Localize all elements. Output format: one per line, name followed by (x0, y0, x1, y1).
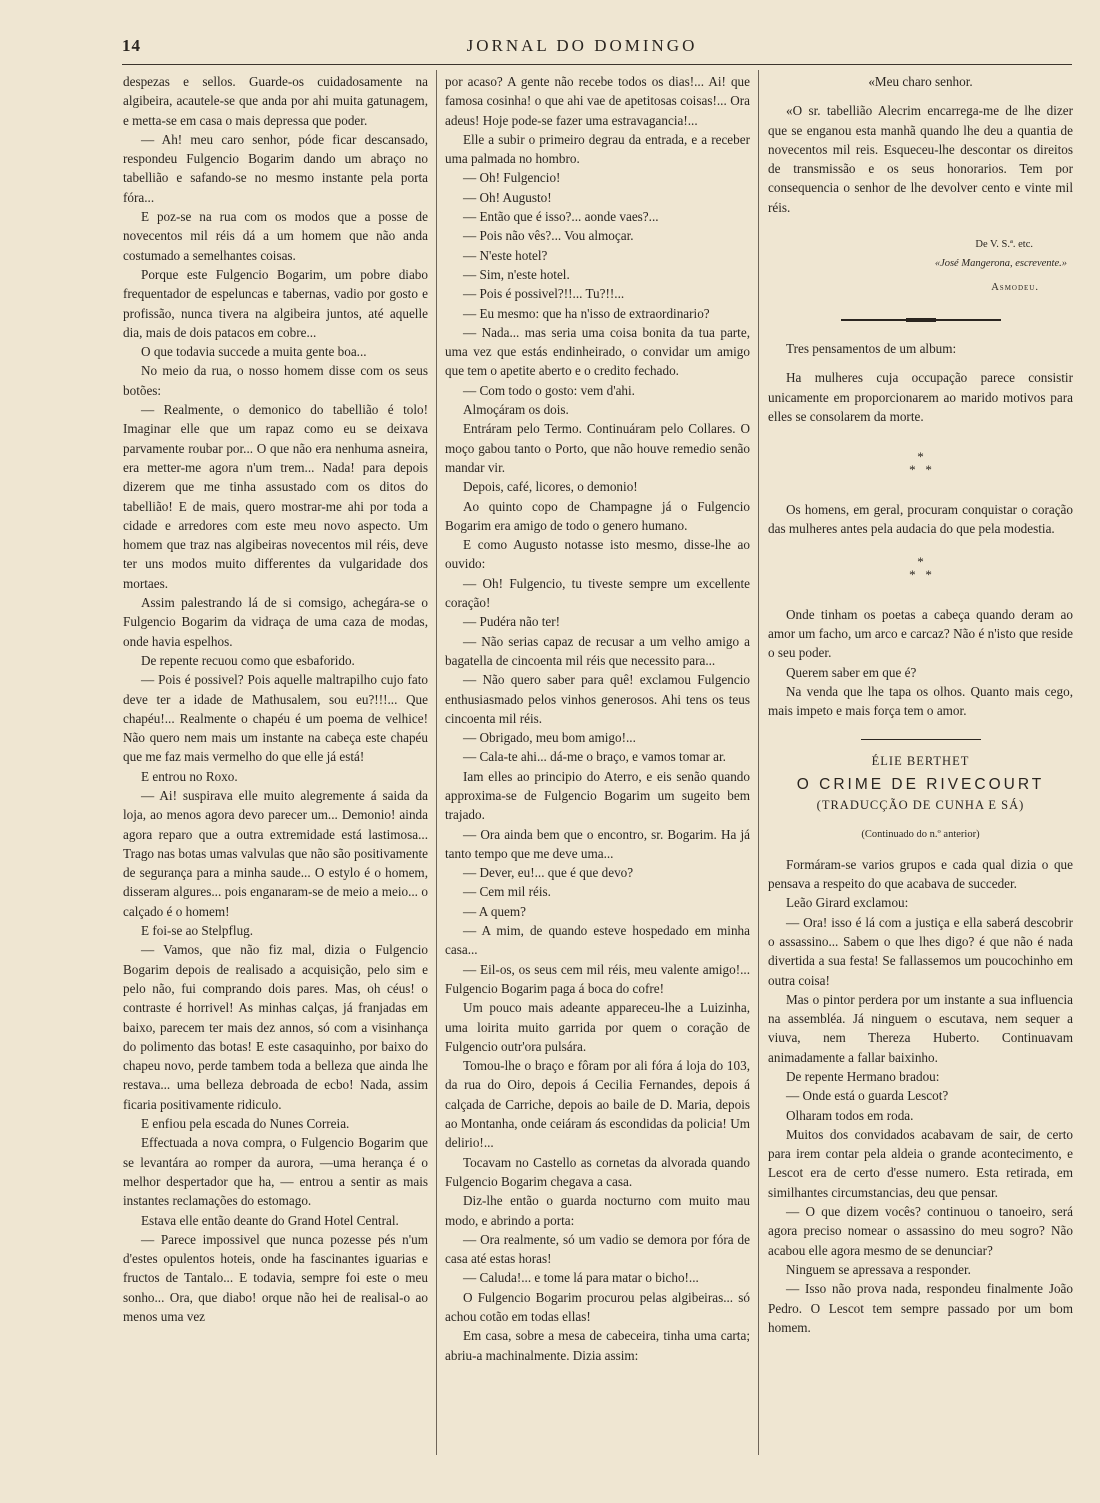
paragraph: Tocavam no Castello as cornetas da alvorada quando Fulgencio Bogarim chegava a casa. (445, 1154, 750, 1189)
section-ornament (841, 319, 1001, 321)
paragraph: — Cem mil réis. (463, 884, 551, 900)
section-rule (861, 739, 981, 740)
album-intro: Tres pensamentos de um album: (786, 340, 957, 356)
paragraph: — Parece impossivel que nunca pozesse pés n'um d'estes opulentos hoteis, onde ha fascinantes iguarias e fructos de Tantalo... E todavia, sempre foi este o meu sonho... Ora, que diabo! orque não hei de realisal-o ao menos uma vez (123, 1231, 428, 1324)
serial-author: ÉLIE BERTHET (871, 753, 970, 768)
serial-continued: (Continuado do n.º anterior) (861, 829, 980, 841)
paragraph: Em casa, sobre a mesa de cabeceira, tinha uma carta; abriu-a machinalmente. Dizia assim: (445, 1328, 750, 1363)
paragraph: Entráram pelo Termo. Continuáram pelo Collares. O moço gabou tanto o Porto, que não houve remedio senão mandar vir. (445, 421, 750, 475)
paragraph: Elle a subir o primeiro degrau da entrada, e a receber uma palmada no hombro. (445, 131, 750, 167)
paragraph: — Cala-te ahi... dá-me o braço, e vamos tomar ar. (463, 749, 726, 765)
paragraph: — Ora ainda bem que o encontro, sr. Bogarim. Ha já tanto tempo que me deve uma... (445, 826, 750, 861)
paragraph: Porque este Fulgencio Bogarim, um pobre diabo frequentador de espeluncas e tabernas, vadio por gosto e profissão, nunca tivera na algibeira juntos, até aquelle dia, mais de dois patacos em cobre... (123, 266, 428, 340)
paragraph: De repente Hermano bradou: (786, 1068, 940, 1084)
column-3 (768, 72, 1073, 1467)
paragraph: — Obrigado, meu bom amigo!... (463, 730, 636, 746)
page-number: 14 (122, 36, 141, 55)
letter-salutation: «Meu charo senhor. (868, 74, 973, 89)
asterism: * * * (909, 553, 932, 582)
paragraph: O Fulgencio Bogarim procurou pelas algibeiras... só achou cotão em todas ellas! (445, 1289, 750, 1324)
paragraph: — Pois é possivel?!!... Tu?!!... (463, 286, 625, 302)
paragraph: E enfiou pela escada do Nunes Correia. (141, 1116, 350, 1132)
paragraph: — Vamos, que não fiz mal, dizia o Fulgencio Bogarim depois de realisado a acquisição, pelo sim e pelo não, fui comprando dois pares. Mas, oh céus! o contraste é horrivel! As minhas calças, já franjadas em baixo, parecem ter mais dez annos, só com a visinhança do polimento das botas! E este casaquinho, por baixo do chapeu novo, perde tambem toda a belleza que ainda lhe restava... uma belleza debroada de ecbo! Nada, assim ficaria positivamente ridiculo. (123, 942, 428, 1112)
paragraph: — Eil-os, os seus cem mil réis, meu valente amigo!... Fulgencio Bogarim paga á boca do cofre! (445, 961, 750, 996)
paragraph: Assim palestrando lá de si comsigo, achegára-se o Fulgencio Bogarim da vidraça de uma caza de modas, onde havia espelhos. (123, 595, 428, 649)
paragraph: Diz-lhe então o guarda nocturno com muito mau modo, e abrindo a porta: (445, 1193, 750, 1228)
paragraph: — Pois não vês?... Vou almoçar. (463, 228, 634, 244)
paragraph: — Realmente, o demonico do tabellião é tolo! Imaginar elle que um rapaz como eu se deixava parvamente roubar por... O que não era nenhuma asneira, era metter-me agora n'um trem... Nada! para depois dizerem que me tinha assustado com os ditos do tabellião! E de mais, quero mostrar-me ahi por toda a cidade e arredores com este meu novo aspecto. Um homem que traz nas algibeiras novecentos mil réis, deve ter uns modos muito differentes da vulgaridade dos mortaes. (123, 402, 428, 591)
column-1 (123, 72, 428, 1467)
thought-3-answer: Na venda que lhe tapa os olhos. Quanto mais cego, mais impeto e mais força tem o amor. (768, 683, 1073, 719)
paragraph: Depois, café, licores, o demonio! (463, 479, 638, 495)
paragraph: Ao quinto copo de Champagne já o Fulgencio Bogarim era amigo de todo o genero humano. (445, 498, 750, 533)
paragraph: Um pouco mais adeante appareceu-lhe a Luizinha, uma loirita muito garrida por quem o coração de Fulgencio outr'ora pulsára. (445, 1000, 750, 1054)
paragraph: E entrou no Roxo. (141, 768, 238, 784)
paragraph: — Ai! suspirava elle muito alegremente á saida da loja, ao menos agora devo parecer um... Demonio! ainda agora reparo que a outra extremidade está lastimosa... Trago nas botas umas valvulas que não são positivamente de segurança para a minha saude... O estylo é o homem, disseram algures... pois enganaram-se de meio a meio... o calçado é o homem! (123, 787, 428, 919)
paragraph: — Ah! meu caro senhor, póde ficar descansado, respondeu Fulgencio Bogarim dando um abraço no tabellião e safando-se no mesmo instante pela porta fóra... (123, 131, 428, 205)
paragraph: — Dever, eu!... que é que devo? (463, 865, 634, 881)
paragraph: E foi-se ao Stelpflug. (141, 923, 254, 939)
serial-title: O CRIME DE RIVECOURT (796, 775, 1045, 793)
column-divider (758, 70, 759, 1455)
paragraph: — Sim, n'este hotel. (463, 266, 570, 282)
paragraph: — Não serias capaz de recusar a um velho amigo a bagatella de cincoenta mil réis que necessito para... (445, 633, 750, 668)
serial-translation: (TRADUCÇÃO DE CUNHA E SÁ) (816, 798, 1025, 813)
paragraph: Muitos dos convidados acabavam de sair, de certo para irem contar pela aldeia o grande acontecimento, e Lescot era de certo d'esse numero. Esta retirada, em similhantes circumstancias, deu que pensar. (768, 1126, 1073, 1200)
paragraph: Olharam todos em roda. (786, 1107, 914, 1123)
paragraph: — Pudéra não ter! (463, 614, 561, 630)
paragraph: Tomou-lhe o braço e fôram por ali fóra á loja do 103, da rua do Oiro, depois á Cecilia Fernandes, depois á calçada de Carriche, depois ao baile de D. Maria, depois ao Montanha, onde ceiáram ás escondidas da policia! Um delirio!... (445, 1058, 750, 1151)
column-2 (445, 72, 750, 1467)
paragraph: — Isso não prova nada, respondeu finalmente João Pedro. O Lescot tem sempre passado por um bom homem. (768, 1281, 1073, 1335)
paragraph: — Não quero saber para quê! exclamou Fulgencio enthusiasmado pelos vinhos generosos. Ahi tens os teus cincoenta mil réis. (445, 672, 750, 726)
letter-signature: «José Mangerona, escrevente.» (934, 258, 1067, 270)
paragraph: Ninguem se apressava a responder. (786, 1261, 971, 1277)
thought-1: Ha mulheres cuja occupação parece consistir unicamente em proporcionarem ao marido motivos para elles se consolarem da morte. (768, 370, 1073, 424)
paragraph: O que todavia succede a muita gente boa... (141, 344, 367, 360)
column-divider (436, 70, 437, 1455)
paragraph: despezas e sellos. Guarde-os cuidadosamente na algibeira, acautele-se que anda por ahi muita gatunagem, e metta-se em casa o mais depressa que poder. (123, 74, 428, 128)
thought-3-question: Querem saber em que é? (786, 664, 917, 680)
paragraph: — Então que é isso?... aonde vaes?... (463, 209, 659, 225)
thought-3: Onde tinham os poetas a cabeça quando deram ao amor um facho, um arco e carcaz? Não é n'isto que reside o seu poder. (768, 606, 1073, 661)
paragraph: Mas o pintor perdera por um instante a sua influencia na assembléa. Já ninguem o escutava, nem sequer a viuva, nem Thereza Huberto. Continuavam animadamente a fallar baixinho. (768, 991, 1073, 1065)
paragraph: No meio da rua, o nosso homem disse com os seus botões: (123, 363, 428, 398)
paragraph: — Ora! isso é lá com a justiça e ella saberá descobrir o assassino... Sabem o que lhes digo? é que não é nada divertida a sua festa! Se fallassemos um poucochinho em outra coisa! (768, 914, 1073, 988)
page-header (122, 36, 1042, 60)
paragraph: E poz-se na rua com os modos que a posse de novecentos mil réis dá a um homem que não anda costumado a semelhantes coisas. (123, 209, 428, 263)
paragraph: — A quem? (463, 903, 526, 919)
author-signature: Asmodeu. (991, 281, 1039, 293)
paragraph: — A mim, de quando esteve hospedado em minha casa... (445, 923, 750, 958)
paragraph: — Nada... mas seria uma coisa bonita da tua parte, uma vez que estás endinheirado, o convidar um amigo que tem o apetite aberto e o credito fechado. (445, 324, 750, 379)
paragraph: Leão Girard exclamou: (786, 895, 909, 911)
paragraph: Iam elles ao principio do Aterro, e eis senão quando approxima-se de Fulgencio Bogarim um sugeito bem trajado. (445, 768, 750, 823)
header-rule (122, 64, 1072, 65)
paragraph: — Oh! Augusto! (463, 189, 552, 205)
journal-title: JORNAL DO DOMINGO (466, 36, 698, 55)
paragraph: — Eu mesmo: que ha n'isso de extraordinario? (463, 305, 710, 321)
paragraph: De repente recuou como que esbaforido. (141, 652, 355, 668)
letter-body: «O sr. tabellião Alecrim encarrega-me de lhe dizer que se enganou esta manhã quando lhe deu a quantia de novecentos mil reis. Esqueceu-lhe descontar os direitos de transmissão e os seus honorarios. Tem por consequencia o senhor de lhe devolver cento e vinte mil réis. (768, 103, 1073, 215)
paragraph: — Caluda!... e tome lá para matar o bicho!... (463, 1270, 699, 1286)
paragraph: Effectuada a nova compra, o Fulgencio Bogarim que se levantára ao romper da aurora, —uma herança é o melhor despertador que ha, — entrou a sentir as mais instantes reclamações do estomago. (123, 1135, 428, 1209)
paragraph: por acaso? A gente não recebe todos os dias!... Ai! que famosa cosinha! o que ahi vae de apetitosas coisas!... Ora adeus! Hoje pode-se fazer uma estravagancia!... (445, 74, 750, 128)
thought-2: Os homens, em geral, procuram conquistar o coração das mulheres antes pela audacia do que pela modestia. (768, 502, 1073, 537)
paragraph: Formáram-se varios grupos e cada qual dizia o que pensava a respeito do que acabava de succeder. (768, 856, 1073, 892)
paragraph: — Pois é possivel? Pois aquelle maltrapilho cujo fato deve ter a idade de Mathusalem, sou eu?!!!... Que chapéu!... Realmente o chapéu é um poema de velhice! Não quero nem mais um instante na cabeça este chapéu que me faz mais vermelho do que elle já está! (123, 672, 428, 765)
paragraph: — Onde está o guarda Lescot? (786, 1088, 949, 1104)
paragraph: Estava elle então deante do Grand Hotel Central. (141, 1212, 399, 1228)
paragraph: — Oh! Fulgencio, tu tiveste sempre um excellente coração! (445, 575, 750, 611)
letter-closing: De V. S.ª. etc. (975, 239, 1033, 251)
paragraph: — N'este hotel? (463, 247, 548, 263)
paragraph: — Com todo o gosto: vem d'ahi. (463, 382, 635, 398)
paragraph: — O que dizem vocês? continuou o tanoeiro, será agora preciso nomear o assassino do meu sogro? Não acabou elle agora mesmo de se denunciar? (768, 1204, 1073, 1258)
paragraph: — Ora realmente, só um vadio se demora por fóra de casa até estas horas! (445, 1231, 750, 1267)
paragraph: Almoçáram os dois. (463, 402, 569, 418)
paragraph: — Oh! Fulgencio! (463, 170, 561, 186)
paragraph: E como Augusto notasse isto mesmo, disse-lhe ao ouvido: (445, 537, 750, 572)
asterism: * * * (909, 449, 932, 478)
